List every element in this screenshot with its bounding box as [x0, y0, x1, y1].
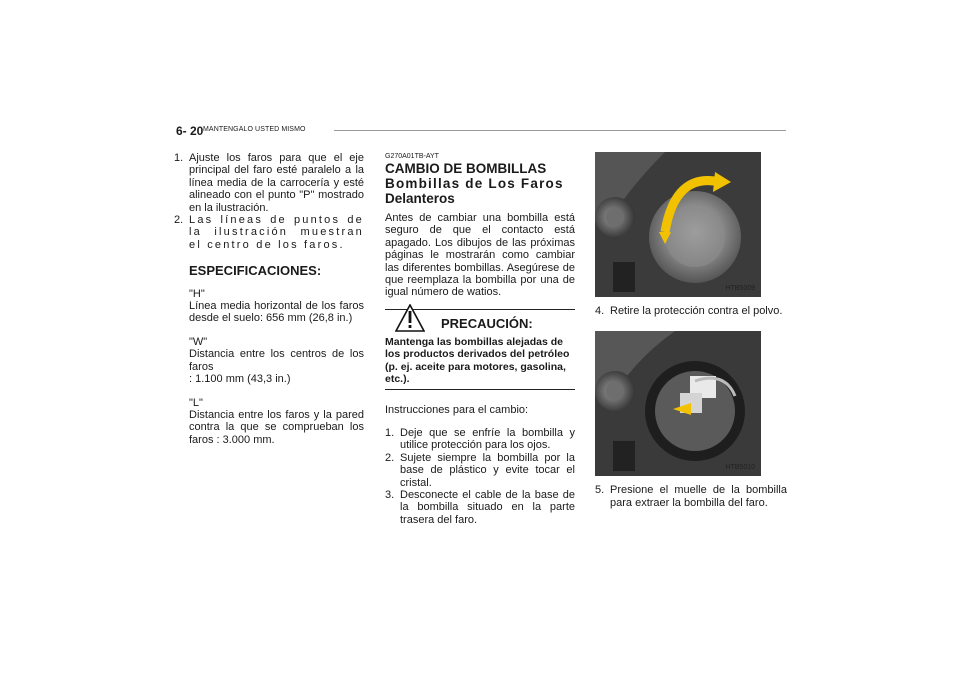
list-item — [595, 305, 787, 317]
item-text: Deje que se enfríe la bombilla y utilice protección para los ojos. — [400, 426, 575, 452]
list-item — [385, 427, 575, 452]
section-subheading-line2: Delanteros — [385, 191, 455, 206]
photo-label: HTB5010 — [725, 464, 755, 471]
warning-triangle-icon — [395, 304, 425, 332]
column-right — [595, 152, 787, 509]
item-text: Las líneas de puntos de la ilustración muestran el centro de los faros. — [189, 214, 364, 251]
spec-l — [189, 397, 364, 447]
spec-heading: ESPECIFICACIONES: — [189, 263, 322, 279]
list-item — [174, 152, 364, 214]
section-code: G270A01TB-AYT — [385, 153, 439, 160]
caution-title: PRECAUCIÓN: — [441, 315, 533, 331]
item-number: 2. — [385, 451, 395, 464]
spec-h — [189, 288, 364, 325]
section-heading: CAMBIO DE BOMBILLAS — [385, 161, 547, 176]
steps-heading: Instrucciones para el cambio: — [385, 404, 529, 417]
bulb-photo-illustration — [595, 331, 761, 476]
section-subheading: Bombillas de Los Faros — [385, 176, 564, 191]
caution-box — [385, 309, 575, 391]
photo-bulb-spring — [595, 331, 761, 476]
column-middle — [385, 152, 575, 526]
item-number: 3. — [385, 488, 395, 501]
list-item — [385, 489, 575, 526]
spec-w — [189, 336, 364, 386]
column-left — [174, 152, 364, 457]
photo-label: HTB5009 — [725, 284, 755, 292]
spec-text: Distancia entre los faros y la pared contra la que se comprueban los faros : 3.000 mm. — [189, 408, 364, 446]
item-number: 5. — [595, 484, 605, 497]
spec-key: "W" — [189, 335, 208, 348]
spec-key: "L" — [189, 396, 203, 409]
section-title: MANTENGALO USTED MISMO — [203, 126, 306, 133]
list-item — [174, 214, 364, 251]
list-item — [595, 484, 787, 509]
item-text: Desconecte el cable de la base de la bombilla situado en la parte trasera del faro. — [400, 488, 575, 526]
headlamp-photo-illustration — [595, 152, 761, 297]
spec-text: Línea media horizontal de los faros desde el suelo: 656 mm (26,8 in.) — [189, 300, 364, 325]
spec-key: "H" — [189, 287, 205, 300]
item-text: Presione el muelle de la bombilla para extraer la bombilla del faro. — [610, 484, 787, 509]
item-number: 1. — [174, 152, 184, 164]
item-text: Sujete siempre la bombilla por la base de plástico y evite tocar el cristal. — [400, 451, 575, 489]
page-number: 6- 20 — [176, 124, 204, 138]
item-number: 4. — [595, 305, 605, 317]
spec-text-value: : 1.100 mm (43,3 in.) — [189, 373, 291, 386]
intro-paragraph: Antes de cambiar una bombilla está seguro de que el contacto está apagado. Los dibujos de las próximas páginas le mostrarán como cambiar las diferentes bombillas. Asegúrese de que reemplaza la bombilla por una de igual número de watios. — [385, 212, 575, 299]
header-rule — [334, 130, 786, 131]
spec-text: Distancia entre los centros de los faros — [189, 348, 364, 373]
item-text: Retire la protección contra el polvo. — [610, 305, 783, 317]
photo-dust-cover — [595, 152, 761, 297]
list-item — [385, 452, 575, 489]
item-text: Ajuste los faros para que el eje principal del faro esté paralelo a la línea media de la carrocería y esté alineado con el punto "P" mostrado en la ilustración. — [189, 152, 364, 214]
caution-text: Mantenga las bombillas alejadas de los productos derivados del petróleo (p. ej. aceite para motores, gasolina, etc.). — [385, 335, 570, 386]
caution-header — [385, 314, 575, 336]
item-number: 2. — [174, 214, 184, 227]
item-number: 1. — [385, 426, 395, 439]
